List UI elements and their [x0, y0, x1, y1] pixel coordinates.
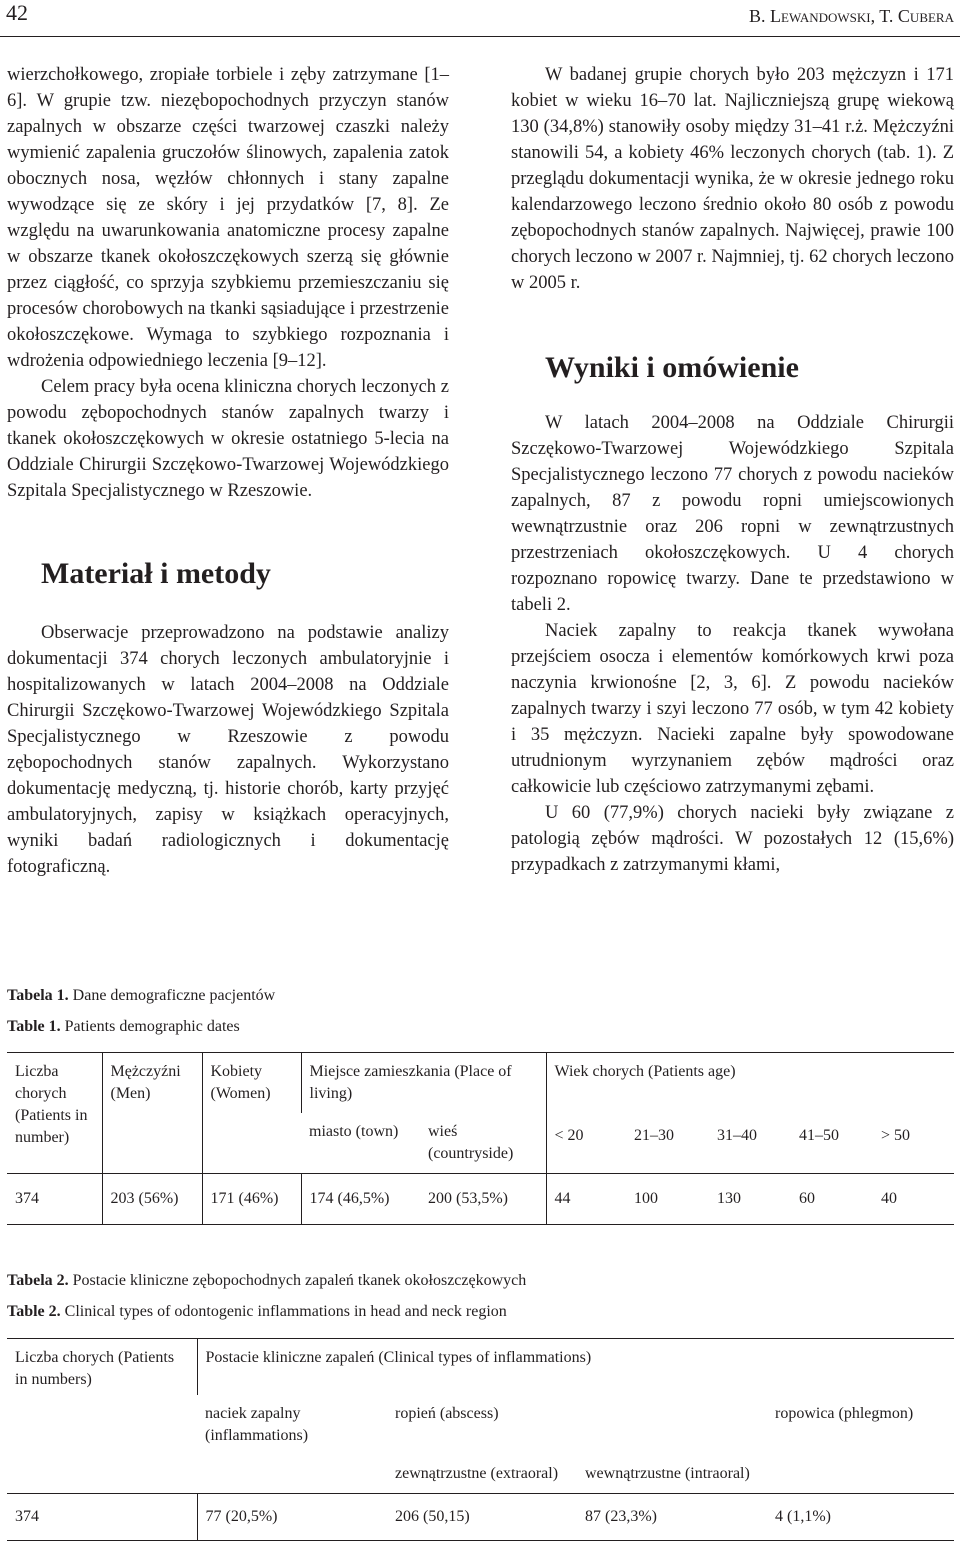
- table1-cell-village: 200 (53,5%): [420, 1174, 546, 1225]
- table2-header-count: Liczba chorych (Patients in numbers): [15, 1349, 175, 1388]
- right-paragraph-1: W badanej grupie chorych było 203 mężczyzn i 171 kobiet w wieku 16–70 lat. Najliczniejszą grupę wiekową 130 (34,8%) stanowiły osoby między 31–41 r.ż. Mężczyźni stanowili 54, a kobiety 46% leczonych chorych (tab. 1). Z przeglądu dokumentacji wynika, że w okresie jednego roku kalendarzowego leczono średnio około 80 osób z powodu zębopochodnych stanów zapalnych. Najwięcej, prawie 100 chorych leczono w 2007 r. Najmniej, tj. 62 chorych leczono w 2005 r.: [511, 65, 954, 293]
- table1-caption-pl-label: Tabela 1.: [7, 987, 69, 1004]
- right-paragraph-2: W latach 2004–2008 na Oddziale Chirurgii Szczękowo-Twarzowej Wojewódzkiego Szpitala Specjalistycznego leczono 77 chorych z powodu nacieków zapalnych, 87 z powodu ropni umiejscowionych wewnątrzustnie oraz 206 ropni w zewnątrzustnych przestrzeniach okołoszczękowych. U 4 chorych rozpoznano ropowicę twarzy. Dane te przedstawiono w tabeli 2.: [511, 413, 954, 615]
- table1-caption-en-label: Table 1.: [7, 1018, 61, 1035]
- section-heading-methods: Materiał i metody: [41, 557, 271, 590]
- table1-header-men: Mężczyźni (Men): [102, 1053, 202, 1174]
- table1-cell-men: 203 (56%): [102, 1174, 202, 1225]
- table2-header-abscess: ropień (abscess): [395, 1405, 499, 1422]
- header-rule: [0, 36, 960, 37]
- table1-header-count: Liczba chorych (Patients in number): [15, 1063, 88, 1146]
- table2-cell-extraoral: 206 (50,15): [387, 1494, 577, 1541]
- table1-header-age-group: 41–50: [799, 1127, 839, 1144]
- left-paragraph-2: Celem pracy była ocena kliniczna chorych leczonych z powodu zębopochodnych stanów zapalnych twarzy i tkanek okołoszczękowych w okresie ostatniego 5-lecia na Oddziale Chirurgii Szczękowo-Twarzowej Wojewódzkiego Szpitala Specjalistycznego w Rzeszowie.: [7, 377, 449, 501]
- table2-caption-pl-text: Postacie kliniczne zębopochodnych zapaleń tkanek okołoszczękowych: [72, 1272, 527, 1289]
- table2-cell-count: 374: [7, 1494, 197, 1541]
- table2-header-phlegmon: ropowica (phlegmon): [775, 1405, 914, 1422]
- table2-caption-pl: [7, 1270, 526, 1292]
- left-column: [7, 62, 449, 880]
- table-row: [7, 1494, 954, 1541]
- page-number: 42: [6, 0, 28, 25]
- table1-header-age-group: > 50: [881, 1127, 911, 1144]
- running-head: B. Lewandowski, T. Cubera: [749, 6, 954, 26]
- left-paragraph-1: wierzchołkowego, zropiałe torbiele i zęby zatrzymane [1–6]. W grupie tzw. niezębopochodnych przyczyn stanów zapalnych w obszarze części twarzowej czaszki należy wymienić zapalenia gruczołów ślinowych, zapalenia zatok obocznych nosa, węzłów chłonnych i stany zapalne wywodzące się ze skóry i jej przydatków [7, 8]. Ze względu na uwarunkowania anatomiczne procesy zapalne w obszarze tkanek okołoszczękowych szerzą się głównie przez ciągłość, co sprzyja szybkiemu przemieszczaniu się procesów chorobowych na tkanki sąsiadujące i przestrzenie okołoszczękowe. Wymaga to szybkiego rozpoznania i wdrożenia odpowiedniego leczenia [9–12].: [7, 65, 449, 371]
- table1-header-age-group: 21–30: [634, 1127, 674, 1144]
- table2-cell-infiltrate: 77 (20,5%): [197, 1494, 387, 1541]
- table2-cell-intraoral: 87 (23,3%): [577, 1494, 767, 1541]
- table2-header-infiltrate: naciek zapalny (inflammations): [205, 1405, 309, 1444]
- table1-caption-en: [7, 1016, 240, 1038]
- table1-caption-en-text: Patients demographic dates: [64, 1018, 240, 1035]
- table1-cell-age: 100: [626, 1174, 709, 1225]
- table1-caption-pl-text: Dane demograficzne pacjentów: [72, 987, 276, 1004]
- table2-caption-en-label: Table 2.: [7, 1303, 61, 1320]
- right-paragraph-4: U 60 (77,9%) chorych nacieki były związane z patologią zębów mądrości. W pozostałych 12 (15,6%) przypadkach z zatrzymanymi kłami,: [511, 803, 954, 875]
- table1-header-age-group: 31–40: [717, 1127, 757, 1144]
- table1-header-women: Kobiety (Women): [202, 1053, 301, 1174]
- table1-header-place: Miejsce zamieszkania (Place of living): [301, 1053, 546, 1114]
- table1-cell-age: 44: [546, 1174, 626, 1225]
- table2-caption-pl-label: Tabela 2.: [7, 1272, 69, 1289]
- table2-header-intraoral: wewnątrzustne (intraoral): [585, 1465, 750, 1482]
- table1: [7, 1052, 954, 1225]
- table1-header-age-group: < 20: [546, 1113, 626, 1174]
- left-paragraph-3: Obserwacje przeprowadzono na podstawie analizy dokumentacji 374 chorych leczonych ambulatoryjnie i hospitalizowanych w latach 2004–2008 na Oddziale Chirurgii Szczękowo-Twarzowej Wojewódzkiego Szpitala Specjalistycznego w Rzeszowie z powodu zębopochodnych stanów zapalnych. Wykorzystano dokumentację medyczną, tj. historie chorób, karty przyjęć ambulatoryjnych, zapisy w książkach operacyjnych, wyniki badań radiologicznych i dokumentację fotograficzną.: [7, 623, 449, 877]
- table1-caption-pl: [7, 985, 275, 1007]
- table2-caption-en-text: Clinical types of odontogenic inflammations in head and neck region: [64, 1303, 507, 1320]
- table1-header-age: Wiek chorych (Patients age): [546, 1053, 954, 1114]
- table2: [7, 1338, 954, 1541]
- right-column: [511, 62, 954, 878]
- table1-cell-age: 40: [873, 1174, 954, 1225]
- table2-caption-en: [7, 1301, 507, 1323]
- table1-header-village: wieś (countryside): [428, 1123, 514, 1162]
- table1-cell-count: 374: [7, 1174, 102, 1225]
- table2-header-types: Postacie kliniczne zapaleń (Clinical types of inflammations): [197, 1339, 954, 1396]
- table1-cell-town: 174 (46,5%): [301, 1174, 420, 1225]
- section-heading-results: Wyniki i omówienie: [545, 351, 799, 384]
- table-row: [7, 1174, 954, 1225]
- right-paragraph-3: Naciek zapalny to reakcja tkanek wywołana przejściem osocza i elementów komórkowych krwi poza naczynia krwionośne [2, 3, 6]. Z powodu nacieków zapalnych twarzy i szyi leczono 77 osób, w tym 42 kobiety i 35 mężczyzn. Nacieki zapalne były spowodowane utrudnionym wyrzynaniem zębów mądrości oraz całkowicie lub częściowo zatrzymanymi zębami.: [511, 621, 954, 797]
- table1-cell-age: 130: [709, 1174, 791, 1225]
- table1-cell-age: 60: [791, 1174, 873, 1225]
- table1-cell-women: 171 (46%): [202, 1174, 301, 1225]
- table2-cell-phlegmon: 4 (1,1%): [767, 1494, 954, 1541]
- page-header: [0, 0, 960, 40]
- table1-header-town: miasto (town): [309, 1123, 399, 1140]
- table2-header-extraoral: zewnątrzustne (extraoral): [395, 1465, 559, 1482]
